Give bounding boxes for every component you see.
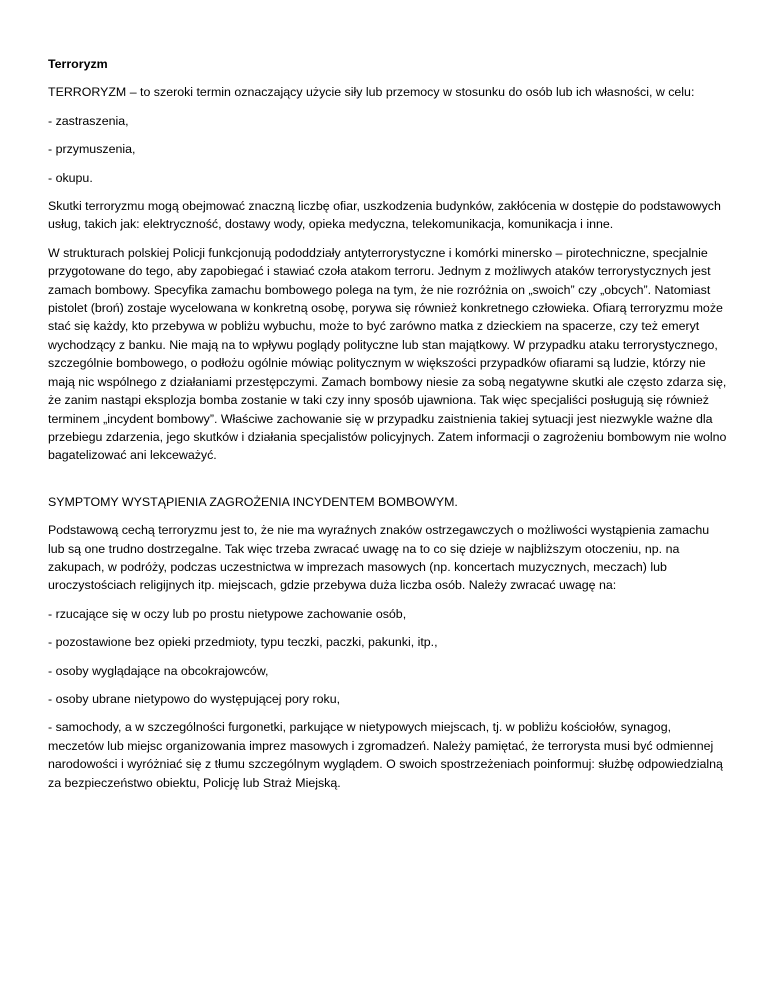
list-item: - zastraszenia,: [48, 113, 129, 128]
list-item: - osoby wyglądające na obcokrajowców,: [48, 663, 269, 678]
document-page: [48, 55, 728, 802]
police-paragraph: W strukturach polskiej Policji funkcjonują pododdziały antyterrorystyczne i komórki minersko – pirotechniczne, specjalnie przygotowane do tego, aby zapobiegać i stawiać czoła atakom terroru. Jednym z możliwych ataków terrorystycznych jest zamach bombowy. Specyfika zamachu bombowego polega na tym, że nie rozróżnia on „swoich” czy „obcych”. Natomiast pistolet (broń) zostaje wycelowana w konkretną osobę, porywa się również konkretnego człowieka. Ofiarą terroryzmu może stać się każdy, kto przebywa w pobliżu wybuchu, może to być zarówno matka z dzieckiem na spacerze, czy też emeryt wychodzący z banku. Nie mają na to wpływu poglądy polityczne lub stan majątkowy. W przypadku ataku terrorystycznego, szczególnie bombowego, o podłożu ogólnie mówiąc politycznym w większości przypadków ofiarami są ludzie, którzy nie mają nic wspólnego z działaniami przestępczymi. Zamach bombowy niesie za sobą negatywne skutki ale często zdarza się, że zanim nastąpi eksplozja bomba zostanie w taki czy inny sposób ujawniona. Tak więc specjaliści posługują się również terminem „incydent bombowy”. Właściwe zachowanie się w przypadku zaistnienia takiej sytuacji jest niezwykle ważne dla przebiegu zdarzenia, jego skutków i działania specjalistów policyjnych. Zatem informacji o zagrożeniu bombowym nie wolno bagatelizować ani lekceważyć.: [48, 245, 727, 463]
list-item: - rzucające się w oczy lub po prostu nietypowe zachowanie osób,: [48, 606, 407, 621]
list-item: - samochody, a w szczególności furgonetki, parkujące w nietypowych miejscach, tj. w pobliżu kościołów, synagog, meczetów lub miejsc organizowania imprez masowych i zgromadzeń. Należy pamiętać, że terrorysta musi być odmiennej narodowości i wyróżniać się z tłumu szczególnym wyglądem. O swoich spostrzeżeniach poinformuj: służbę odpowiedzialną za bezpieczeństwo obiektu, Policję lub Straż Miejską.: [48, 720, 723, 790]
list-item: - osoby ubrane nietypowo do występującej pory roku,: [48, 691, 341, 706]
definition-paragraph: TERRORYZM – to szeroki termin oznaczający użycie siły lub przemocy w stosunku do osób lub ich własności, w celu:: [48, 85, 695, 100]
blank-line: [48, 475, 728, 493]
symptoms-heading: SYMPTOMY WYSTĄPIENIA ZAGROŻENIA INCYDENTEM BOMBOWYM.: [48, 494, 458, 509]
document-title: Terroryzm: [48, 57, 108, 71]
symptoms-intro-paragraph: Podstawową cechą terroryzmu jest to, że nie ma wyraźnych znaków ostrzegawczych o możliwości wystąpienia zamachu lub są one trudno dostrzegalne. Tak więc trzeba zwracać uwagę na to co się dzieje w najbliższym otoczeniu, np. na zakupach, w podróży, podczas uczestnictwa w imprezach masowych (np. koncertach muzycznych, meczach) lub uroczystościach religijnych itp. miejscach, gdzie przebywa duża liczba osób. Należy zwracać uwagę na:: [48, 523, 710, 593]
list-item: - pozostawione bez opieki przedmioty, typu teczki, paczki, pakunki, itp.,: [48, 635, 438, 650]
list-item: - przymuszenia,: [48, 142, 136, 157]
effects-paragraph: Skutki terroryzmu mogą obejmować znaczną liczbę ofiar, uszkodzenia budynków, zakłócenia w dostępie do podstawowych usług, takich jak: elektryczność, dostawy wody, opieka medyczna, telekomunikacja, komunikacja i inne.: [48, 199, 721, 232]
list-item: - okupu.: [48, 170, 93, 185]
